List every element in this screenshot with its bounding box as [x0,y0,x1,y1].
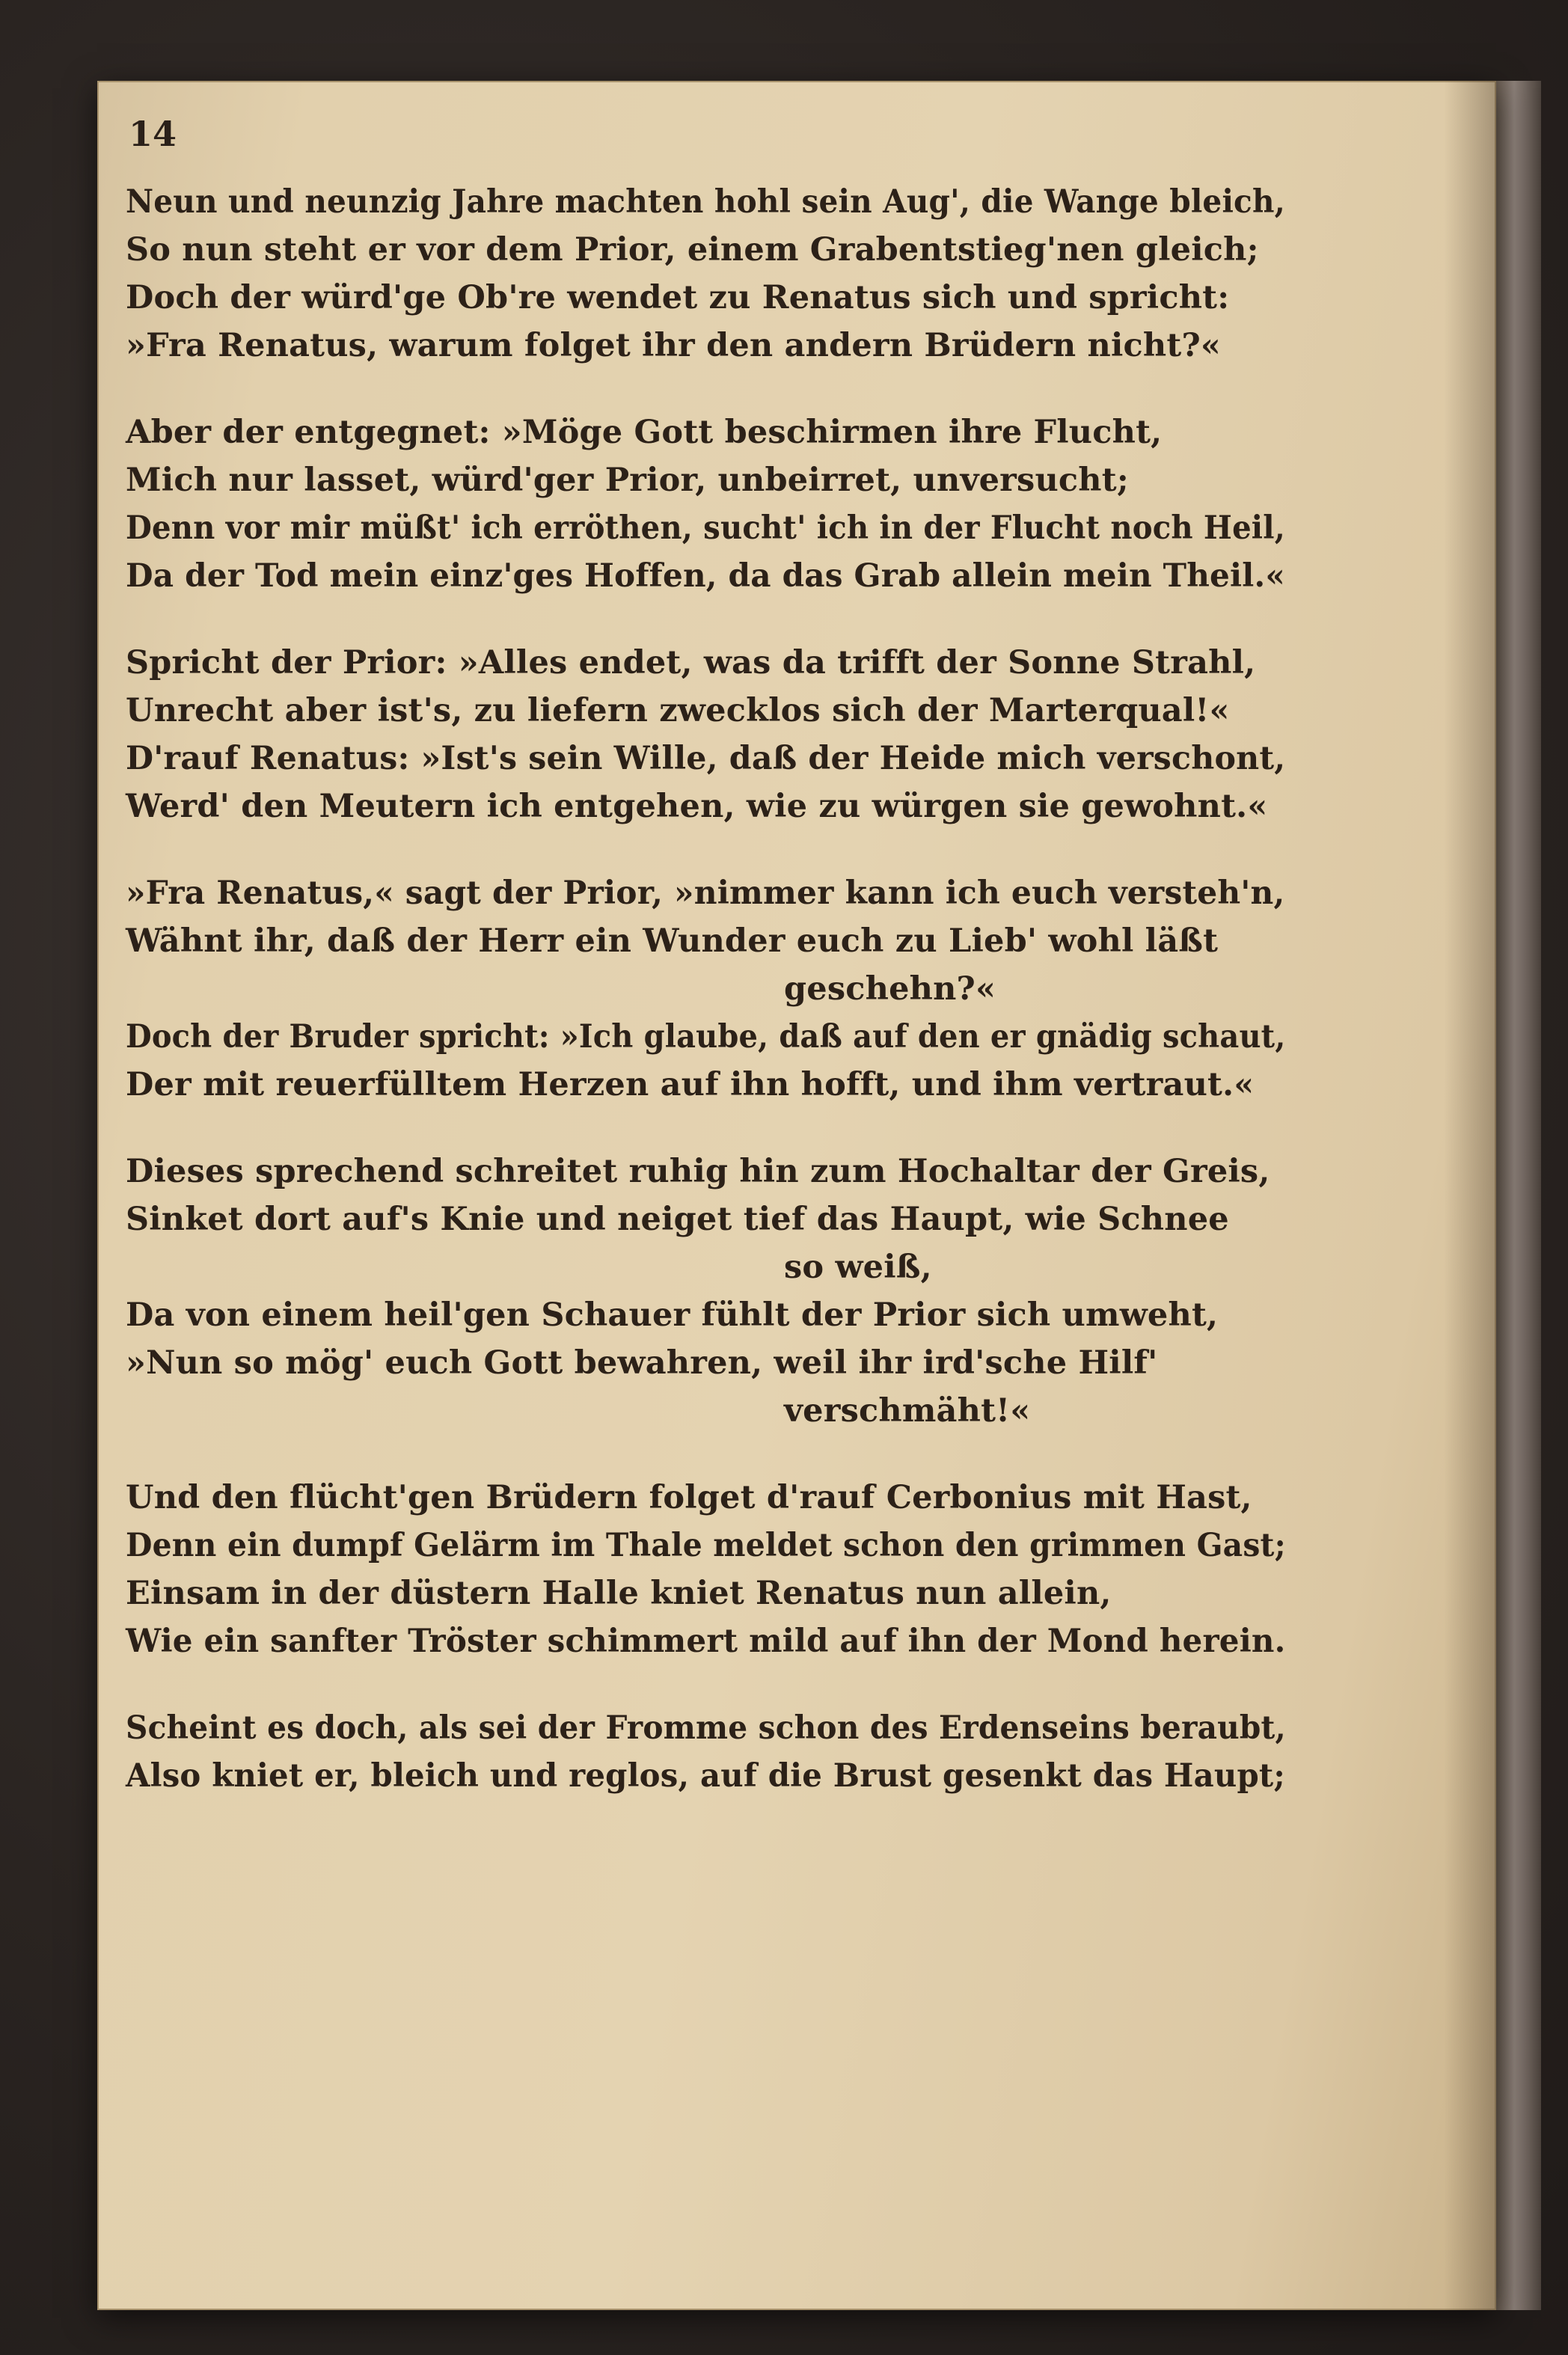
verse-line: Der mit reuerfülltem Herzen auf ihn hofft, und ihm vertraut.« [126,1066,1255,1103]
verse-line: Spricht der Prior: »Alles endet, was da trifft der Sonne Strahl, [126,644,1256,682]
verse-line: Doch der Bruder spricht: »Ich glaube, daß auf den er gnädig schaut, [126,1018,1286,1056]
verse-line: Da von einem heil'gen Schauer fühlt der Prior sich umweht, [126,1296,1219,1334]
verse-line: »Fra Renatus,« sagt der Prior, »nimmer kann ich euch versteh'n, [126,875,1285,912]
stanza-6 [126,1474,1285,1665]
verse-line: Mich nur lasset, würd'ger Prior, unbeirret, unversucht; [126,462,1129,499]
verse-line: Wie ein sanfter Tröster schimmert mild auf ihn der Mond herein. [126,1623,1286,1660]
stanza-7 [126,1704,1285,1800]
verse-line: »Fra Renatus, warum folget ihr den andern Brüdern nicht?« [126,327,1221,364]
verse-line: Neun und neunzig Jahre machten hohl sein Aug', die Wange bleich, [126,183,1285,221]
verse-line: Denn ein dumpf Gelärm im Thale meldet schon den grimmen Gast; [126,1527,1286,1564]
stanza-2 [126,408,1285,600]
verse-line: Dieses sprechend schreitet ruhig hin zum Hochaltar der Greis, [126,1153,1270,1190]
verse-line-continuation: so weiß, [784,1249,932,1286]
verse-line: Wähnt ihr, daß der Herr ein Wunder euch zu Lieb' wohl läßt [126,922,1219,960]
page-number: 14 [129,114,177,154]
book-page-edges [1496,81,1541,2310]
verse-line: So nun steht er vor dem Prior, einem Grabentstieg'nen gleich; [126,231,1259,269]
verse-line: Und den flücht'gen Brüdern folget d'rauf Cerbonius mit Hast, [126,1479,1252,1516]
verse-line: Einsam in der düstern Halle kniet Renatus nun allein, [126,1575,1112,1612]
verse-line: Sinket dort auf's Knie und neiget tief das Haupt, wie Schnee [126,1201,1229,1238]
verse-line: Unrecht aber ist's, zu liefern zwecklos sich der Marterqual!« [126,692,1230,729]
stanza-1 [126,178,1285,370]
verse-line: D'rauf Renatus: »Ist's sein Wille, daß der Heide mich verschont, [126,740,1286,777]
verse-line-continuation: verschmäht!« [784,1392,1031,1430]
verse-line: Also kniet er, bleich und reglos, auf die Brust gesenkt das Haupt; [126,1757,1286,1795]
stanza-5 [126,1148,1285,1435]
verse-line: Werd' den Meutern ich entgehen, wie zu würgen sie gewohnt.« [126,788,1268,825]
verse-line: Da der Tod mein einz'ges Hoffen, da das Grab allein mein Theil.« [126,557,1285,595]
verse-line: Scheint es doch, als sei der Fromme schon des Erdenseins beraubt, [126,1709,1286,1747]
poem-text [126,178,1285,1839]
verse-line: Aber der entgegnet: »Möge Gott beschirmen ihre Flucht, [126,414,1163,451]
stanza-3 [126,639,1285,830]
verse-line: »Nun so mög' euch Gott bewahren, weil ihr ird'sche Hilf' [126,1344,1158,1382]
verse-line: Denn vor mir müßt' ich erröthen, sucht' ich in der Flucht noch Heil, [126,509,1285,547]
verse-line: Doch der würd'ge Ob're wendet zu Renatus sich und spricht: [126,279,1230,316]
verse-line-continuation: geschehn?« [784,970,996,1008]
stanza-4 [126,869,1285,1109]
